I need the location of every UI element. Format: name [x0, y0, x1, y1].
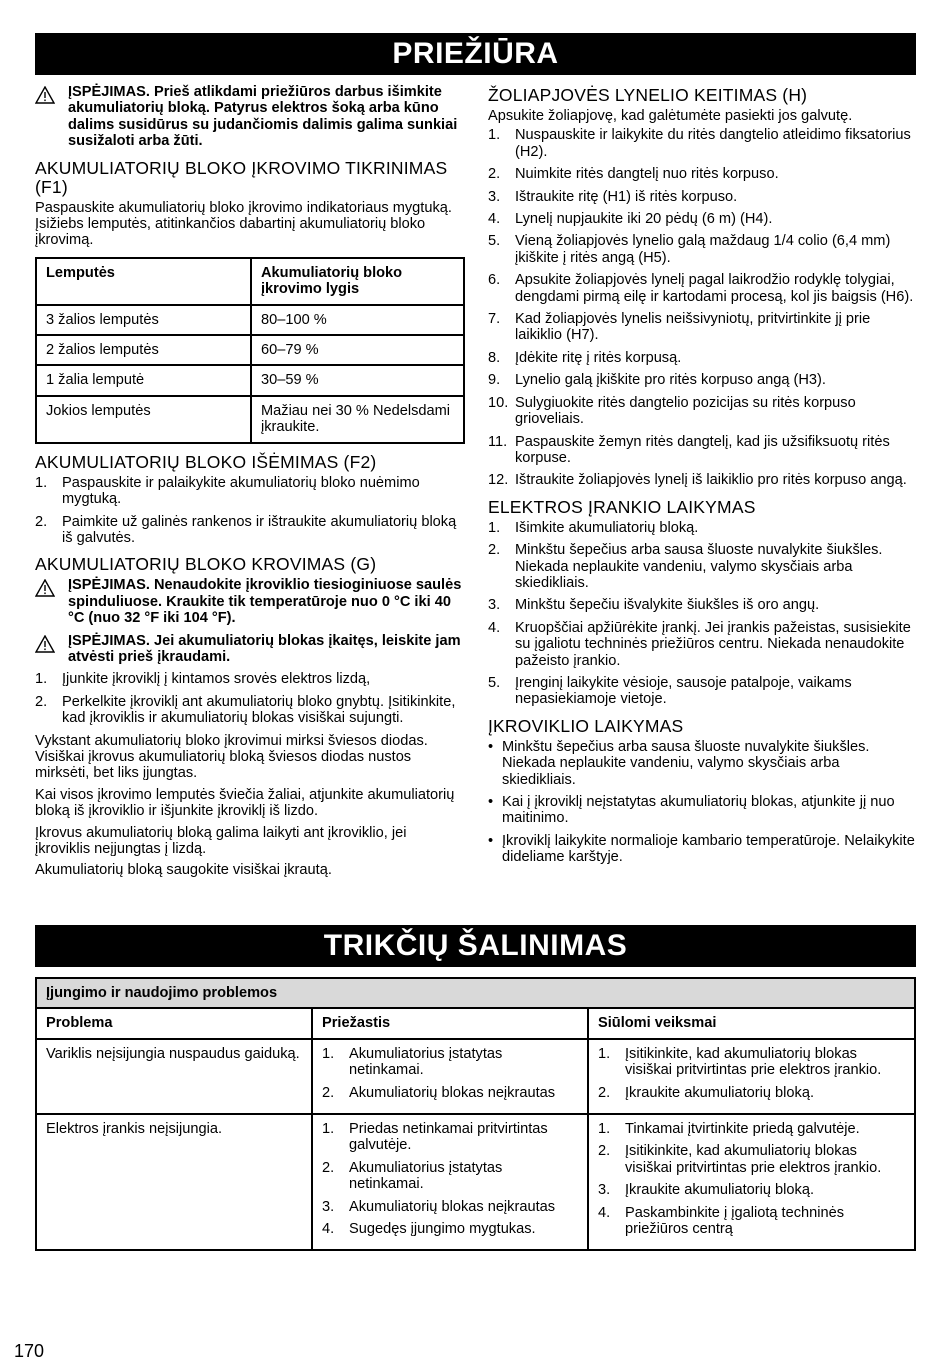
right-column — [488, 86, 916, 872]
table-cell — [312, 1114, 588, 1250]
table-row — [36, 396, 464, 443]
charge-level-table — [35, 257, 465, 444]
table-header: Priežastis — [312, 1008, 588, 1038]
list-item: 5. Vieną žoliapjovės lynelio galą maždaug 1/4 colio (6,4 mm) įkiškite į ritės angą (H5). — [488, 233, 891, 266]
section-title: AKUMULIATORIŲ BLOKO IŠĖMIMAS (F2) — [35, 451, 377, 472]
warning-block — [35, 577, 465, 626]
list-item: 3. Ištraukite ritę (H1) iš ritės korpuso. — [488, 188, 738, 205]
list-item: 10. Sulygiuokite ritės dangtelio pozicijas su ritės korpuso grioveliais. — [488, 394, 856, 428]
list-item: 2. Akumuliatorių blokas neįkrautas — [322, 1084, 556, 1101]
table-row — [36, 1039, 915, 1114]
list-item: 8. Įdėkite ritę į ritės korpusą. — [488, 349, 682, 366]
list-item: 2. Minkštu šepečius arba sausa šluoste nuvalykite šiukšles. Niekada neplaukite vandeniu, valymo skysčiais arba skiedikliais. — [488, 542, 883, 591]
section-header-troubleshooting: TRIKČIŲ ŠALINIMAS — [35, 925, 916, 967]
list-item: 2. Paimkite už galinės rankenos ir ištraukite akumuliatorių bloką iš galvutės. — [35, 513, 457, 546]
numbered-list — [488, 520, 916, 708]
list-item: 4. Paskambinkite į įgaliotą techninės priežiūros centrą — [598, 1204, 845, 1238]
table-row — [36, 1114, 915, 1250]
table-cell — [588, 1114, 915, 1250]
list-item: 6. Apsukite žoliapjovės lynelį pagal laikrodžio rodyklę tolygiai, dengdami pirmą eilę ir kartodami procesą, kol jis baigsis (H6). — [488, 272, 914, 305]
section-title: AKUMULIATORIŲ BLOKO ĮKROVIMO TIKRINIMAS (F1) — [35, 157, 448, 197]
table-cell: Variklis neįsijungia nuspaudus gaiduką. — [36, 1039, 312, 1114]
list-item: 2. Įkraukite akumuliatorių bloką. — [598, 1084, 814, 1101]
list-item: 1. Įjunkite įkroviklį į kintamos srovės elektros lizdą, — [35, 671, 371, 688]
table-cell: 1 žalia lemputė — [36, 365, 251, 395]
table-row — [36, 305, 464, 335]
list-item: 7. Kad žoliapjovės lynelis neišsivyniotų, pritvirtinkite jį prie laikiklio (H7). — [488, 311, 871, 344]
troubleshooting-table — [35, 977, 916, 1251]
list-item: 2. Įsitikinkite, kad akumuliatorių blokas visiškai pritvirtintas prie elektros įrankio. — [598, 1143, 882, 1176]
section-header-maintenance: PRIEŽIŪRA — [35, 33, 916, 75]
warning-block — [35, 84, 465, 150]
warning-text: ĮSPĖJIMAS. Prieš atlikdami priežiūros darbus išimkite akumuliatorių bloką. Patyrus elektros šoką arba kūno dalims susidūrus su judančiomis dalimis galima sunkiai susižaloti arba žūti. — [68, 84, 458, 150]
list-item: 1. Įsitikinkite, kad akumuliatorių blokas visiškai pritvirtintas prie elektros įrankio. — [598, 1045, 882, 1079]
list-item: 3. Minkštu šepečiu išvalykite šiukšles iš oro angų. — [488, 597, 820, 614]
list-item: 1. Tinkamai įtvirtinkite priedą galvutėje. — [598, 1121, 860, 1138]
numbered-list — [35, 671, 465, 726]
list-item: 4. Sugedęs įjungimo mygtukas. — [322, 1221, 536, 1238]
table-header: Problema — [36, 1008, 312, 1038]
table-group-header: Įjungimo ir naudojimo problemos — [36, 978, 915, 1008]
warning-text: ĮSPĖJIMAS. Jei akumuliatorių blokas įkaitęs, leiskite jam atvėsti prieš įkraudami. — [68, 632, 461, 665]
list-item: 1. Nuspauskite ir laikykite du ritės dangtelio atleidimo fiksatorius (H2). — [488, 127, 911, 160]
numbered-list — [35, 475, 465, 547]
list-item: • Įkroviklį laikykite normalioje kambario temperatūroje. Nelaikykite dideliame karštyje. — [488, 832, 915, 866]
section-title: ĮKROVIKLIO LAIKYMAS — [488, 715, 684, 736]
list-item: 2. Akumuliatorius įstatytas netinkamai. — [322, 1159, 503, 1193]
list-item: 2. Nuimkite ritės dangtelį nuo ritės korpuso. — [488, 166, 779, 183]
warning-triangle-icon — [35, 84, 68, 150]
warning-triangle-icon — [35, 633, 68, 666]
table-cell: Jokios lemputės — [36, 396, 251, 443]
list-item: 4. Kruopščiai apžiūrėkite įrankį. Jei įrankis pažeistas, susisiekite su įgaliotu techninės priežiūros centru. Niekada nenaudokite pažeisto įrankio. — [488, 619, 911, 669]
paragraph: Apsukite žoliapjovę, kad galėtumėte pasiekti jos galvutę. — [488, 108, 853, 124]
page-number: 170 — [14, 1341, 45, 1361]
table-cell: Elektros įrankis neįsijungia. — [36, 1114, 312, 1250]
warning-block — [35, 633, 465, 666]
table-header: Akumuliatorių bloko įkrovimo lygis — [251, 258, 464, 305]
table-header: Lemputės — [36, 258, 251, 305]
list-item: 1. Paspauskite ir palaikykite akumuliatorių bloko nuėmimo mygtuką. — [35, 474, 420, 508]
section-title: ELEKTROS ĮRANKIO LAIKYMAS — [488, 496, 756, 517]
list-item: 4. Lynelį nupjaukite iki 20 pėdų (6 m) (H4). — [488, 211, 773, 228]
table-cell: 30–59 % — [251, 365, 464, 395]
table-cell: 3 žalios lemputės — [36, 305, 251, 335]
list-item: 1. Priedas netinkamai pritvirtintas galvutėje. — [322, 1121, 548, 1154]
table-cell: 80–100 % — [251, 305, 464, 335]
list-item: • Kai į įkroviklį neįstatytas akumuliatorių blokas, atjunkite jį nuo maitinimo. — [488, 794, 895, 827]
paragraph: Paspauskite akumuliatorių bloko įkrovimo indikatoriaus mygtuką. Įsižiebs lemputės, atitinkančios dabartinį akumuliatorių bloko įkrovimą. — [35, 199, 452, 249]
bullet-list — [488, 739, 916, 866]
list-item: 3. Akumuliatorių blokas neįkrautas — [322, 1198, 556, 1215]
list-item: • Minkštu šepečius arba sausa šluoste nuvalykite šiukšles. Niekada neplaukite vandeniu, valymo skysčiais arba skiedikliais. — [488, 738, 870, 788]
paragraph: Akumuliatorių bloką saugokite visiškai įkrautą. — [35, 862, 332, 879]
list-item: 1. Išimkite akumuliatorių bloką. — [488, 519, 699, 536]
section-title: ŽOLIAPJOVĖS LYNELIO KEITIMAS (H) — [488, 85, 808, 105]
warning-triangle-icon — [35, 577, 68, 626]
list-item: 3. Įkraukite akumuliatorių bloką. — [598, 1182, 814, 1199]
list-item: 9. Lynelio galą įkiškite pro ritės korpuso angą (H3). — [488, 372, 826, 389]
table-header: Siūlomi veiksmai — [588, 1008, 915, 1038]
list-item: 11. Paspauskite žemyn ritės dangtelį, kad jis užsifiksuotų ritės korpuse. — [488, 433, 890, 466]
table-cell: Mažiau nei 30 % Nedelsdami įkraukite. — [251, 396, 464, 443]
list-item: 2. Perkelkite įkroviklį ant akumuliatorių bloko gnybtų. Įsitikinkite, kad įkroviklis ir akumuliatorių blokas visiškai sujungti. — [35, 693, 456, 727]
warning-text: ĮSPĖJIMAS. Nenaudokite įkroviklio tiesioginiuose saulės spinduliuose. Kraukite tik temperatūroje nuo 0 °C iki 40 °C (nuo 32 °F iki 104 °F). — [68, 577, 462, 627]
list-item: 5. Įrenginį laikykite vėsioje, sausoje patalpoje, vaikams nepasiekiamoje vietoje. — [488, 674, 852, 708]
table-row — [36, 335, 464, 365]
table-cell: 60–79 % — [251, 335, 464, 365]
paragraph: Vykstant akumuliatorių bloko įkrovimui mirksi šviesos diodas. Visiškai įkrovus akumuliatorių bloką šviesos diodas nustos mirksėti, bet liks įjungtas. — [35, 732, 428, 782]
list-item: 1. Akumuliatorius įstatytas netinkamai. — [322, 1045, 503, 1079]
table-cell: 2 žalios lemputės — [36, 335, 251, 365]
paragraph: Kai visos įkrovimo lemputės šviečia žaliai, atjunkite akumuliatorių bloką iš įkroviklio ir išjunkite įkroviklį iš lizdo. — [35, 786, 455, 820]
table-cell — [588, 1039, 915, 1114]
numbered-list — [488, 127, 916, 488]
paragraph: Įkrovus akumuliatorių bloką galima laikyti ant įkroviklio, jei įkroviklis neįjungtas į lizdą. — [35, 824, 407, 857]
table-cell — [312, 1039, 588, 1114]
section-title: AKUMULIATORIŲ BLOKO KROVIMAS (G) — [35, 554, 377, 575]
table-row — [36, 365, 464, 395]
left-column — [35, 84, 465, 884]
list-item: 12. Ištraukite žoliapjovės lynelį iš laikiklio pro ritės korpuso angą. — [488, 472, 907, 489]
